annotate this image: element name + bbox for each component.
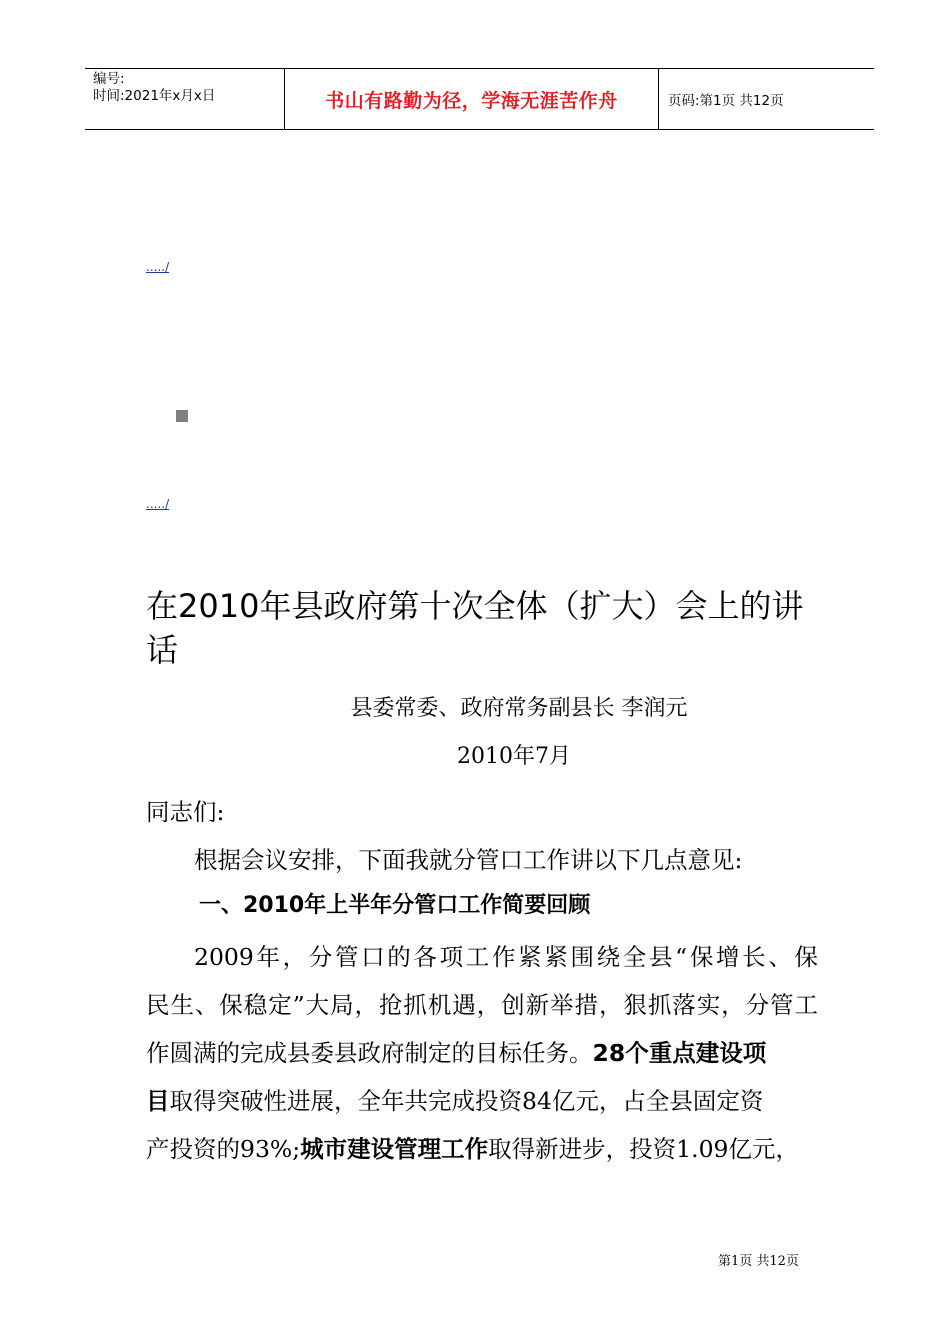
paragraph-text: 取得新进步，投资1.09亿元， [488,1135,799,1163]
broken-image-icon [176,410,188,422]
header-page-info: 页码:第1页 共12页 [668,93,784,109]
paragraph-line [146,1034,818,1068]
document-date: 2010年7月 [457,744,571,769]
paragraph-line: 民生、保稳定”大局，抢抓机遇，创新举措，狠抓落实，分管工 [146,991,818,1019]
document-title: 在2010年县政府第十次全体（扩大）会上的讲话 [146,587,804,669]
paragraph-text: 作圆满的完成县委县政府制定的目标任务。 [146,1039,593,1067]
header-number-label: 编号: [93,71,125,87]
paragraph-text: 产投资的93%; [146,1135,301,1163]
paragraph-line: 2009年，分管口的各项工作紧紧围绕全县“保增长、保 [194,943,818,971]
paragraph-line [146,1130,818,1164]
page-footer: 第1页 共12页 [718,1254,799,1269]
intro-paragraph: 根据会议安排，下面我就分管口工作讲以下几点意见: [194,846,743,874]
page-header [85,68,874,130]
link-top[interactable]: ...../ [146,260,170,274]
header-meta-cell [85,69,285,129]
paragraph-text: 取得突破性进展，全年共完成投资84亿元，占全县固定资 [169,1087,764,1115]
paragraph-line [146,1082,818,1116]
header-motto: 书山有路勤为径，学海无涯苦作舟 [285,69,659,129]
header-time-label: 时间:2021年x月x日 [93,88,216,104]
highlight-key-projects-end: 目 [146,1087,170,1115]
document-author: 县委常委、政府常务副县长 李润元 [350,696,688,721]
link-bottom[interactable]: ...../ [146,497,170,511]
highlight-key-projects: 28个重点建设项 [592,1039,767,1067]
greeting: 同志们: [146,798,225,826]
highlight-urban-construction: 城市建设管理工作 [300,1135,489,1163]
section-heading: 一、2010年上半年分管口工作简要回顾 [199,893,591,918]
